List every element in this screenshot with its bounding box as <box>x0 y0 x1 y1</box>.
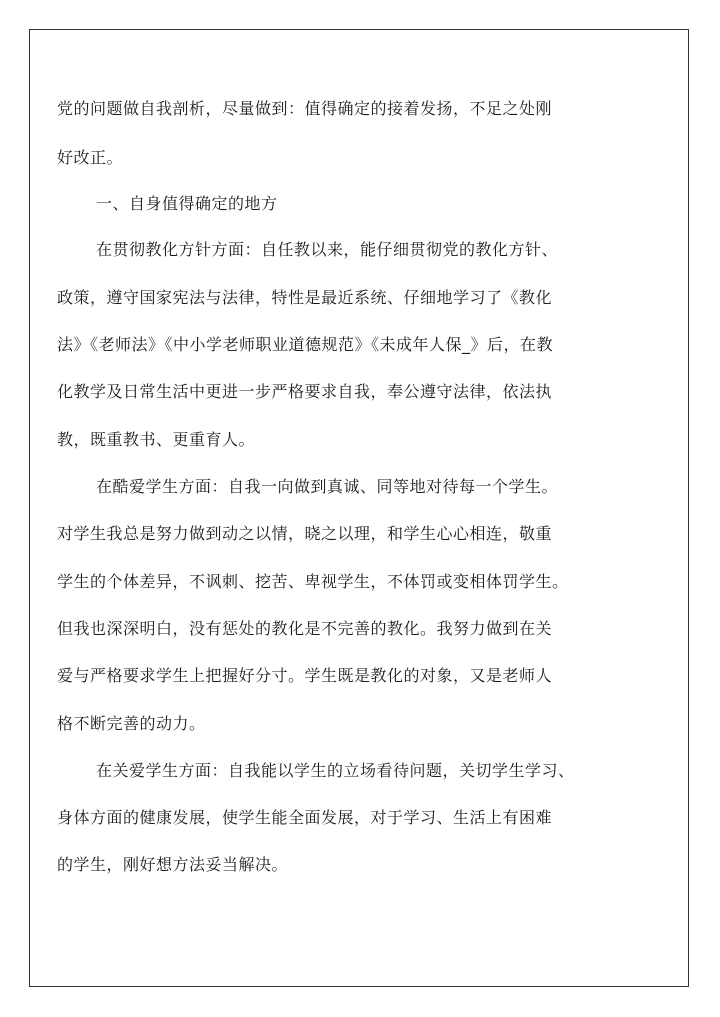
text-line: 教，既重教书、更重育人。 <box>57 430 256 449</box>
section-heading: 一、自身值得确定的地方 <box>96 194 278 213</box>
text-line: 法》《老师法》《中小学老师职业道德规范》《未成年人保_》后，在教 <box>57 335 554 354</box>
text-line: 好改正。 <box>57 148 124 167</box>
page-border <box>29 29 689 987</box>
text-line: 格不断完善的动力。 <box>57 714 206 733</box>
text-line: 化教学及日常生活中更进一步严格要求自我，奉公遵守法律，依法执 <box>57 382 553 401</box>
text-line: 在贯彻教化方针方面：自任教以来，能仔细贯彻党的教化方针、 <box>96 240 559 259</box>
text-line: 党的问题做自我剖析，尽量做到：值得确定的接着发扬，不足之处刚 <box>57 99 553 118</box>
text-line: 在关爱学生方面：自我能以学生的立场看待问题，关切学生学习、 <box>96 761 575 780</box>
text-line: 身体方面的健康发展，使学生能全面发展，对于学习、生活上有困难 <box>57 808 553 827</box>
text-line: 政策，遵守国家宪法与法律，特性是最近系统、仔细地学习了《教化 <box>57 288 553 307</box>
text-line: 对学生我总是努力做到动之以情，晓之以理，和学生心心相连，敬重 <box>57 524 553 543</box>
text-line: 学生的个体差异，不讽刺、挖苦、卑视学生，不体罚或变相体罚学生。 <box>57 572 569 591</box>
text-line: 但我也深深明白，没有惩处的教化是不完善的教化。我努力做到在关 <box>57 619 553 638</box>
text-line: 爱与严格要求学生上把握好分寸。学生既是教化的对象，又是老师人 <box>57 666 553 685</box>
text-line: 在酷爱学生方面：自我一向做到真诚、同等地对待每一个学生。 <box>96 477 559 496</box>
text-line: 的学生，刚好想方法妥当解决。 <box>57 855 289 874</box>
